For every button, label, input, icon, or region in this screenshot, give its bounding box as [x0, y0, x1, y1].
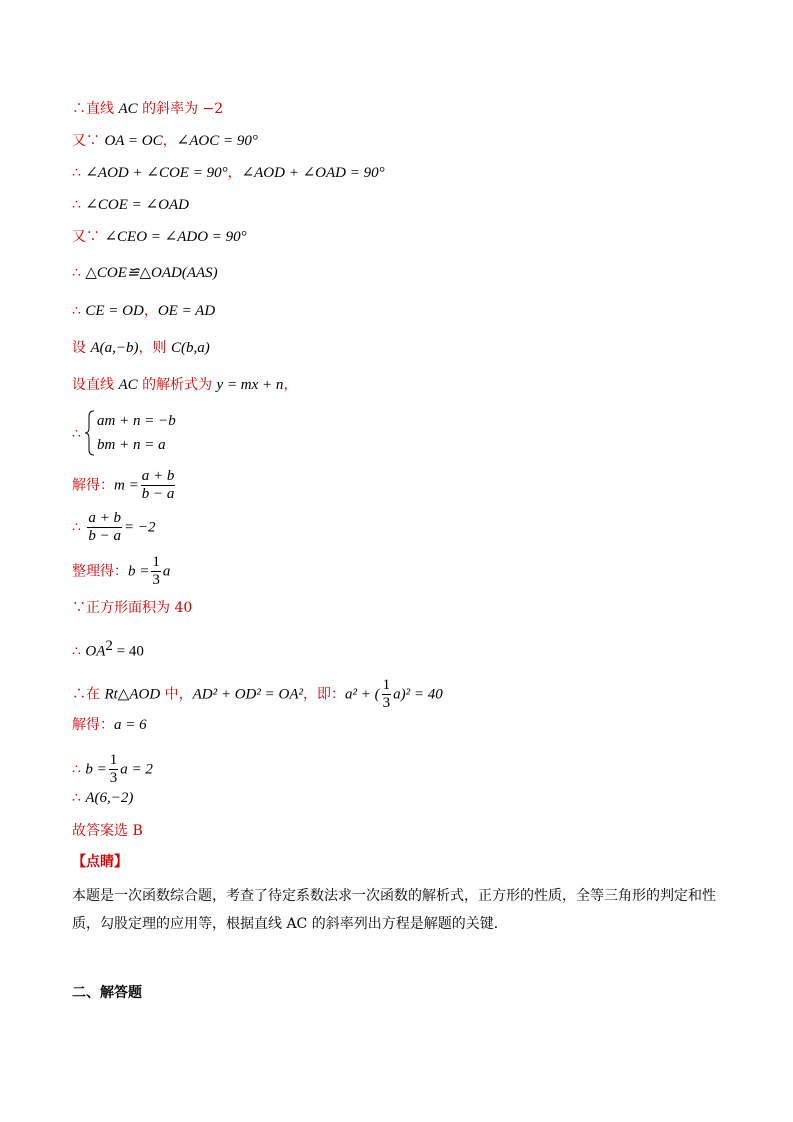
math: ∠COE = ∠OAD	[85, 197, 189, 213]
fraction	[382, 677, 392, 712]
math: b =	[128, 563, 150, 580]
system-row-1: am + n = −b	[97, 413, 176, 429]
commentary-heading: 【点睛】	[72, 854, 128, 870]
line-area: ∵正方形面积为 40	[72, 600, 193, 616]
math: a = 6	[114, 717, 147, 733]
math: △COE≌△OAD(AAS)	[85, 265, 218, 281]
text: ，则	[138, 340, 171, 356]
text: ，	[162, 133, 177, 149]
text: ∴	[72, 303, 86, 319]
line-fraction-equals	[72, 510, 155, 545]
numerator: a + b	[141, 468, 175, 484]
math: ∠AOD + ∠COE = 90°	[85, 165, 228, 181]
numerator: 1	[109, 752, 118, 768]
line-ce-od	[72, 302, 215, 320]
answer-line: 故答案选 B	[72, 823, 143, 839]
text: ∴	[72, 165, 86, 181]
text: ∴	[72, 761, 86, 778]
line-set-line	[72, 376, 297, 394]
text: 设直线	[72, 377, 119, 393]
math: Rt△AOD	[104, 686, 161, 703]
text: ∴	[72, 643, 86, 660]
text: ，	[143, 303, 158, 319]
math: a)² = 40	[393, 686, 443, 703]
text: 的解析式为	[137, 377, 217, 393]
math: ∠AOC = 90°	[176, 133, 258, 149]
math: ∠AOD + ∠OAD = 90°	[241, 165, 385, 181]
line-pythagoras	[72, 677, 443, 712]
math: C(b,a)	[170, 340, 210, 356]
denominator: 3	[382, 695, 391, 711]
line-oa-squared	[72, 637, 144, 661]
numerator: a + b	[88, 510, 121, 526]
text: 中，	[160, 686, 193, 703]
line-angle-sums	[72, 164, 385, 182]
line-b-value	[72, 752, 153, 787]
math: b =	[85, 761, 107, 778]
line-solve-a	[72, 716, 147, 734]
text: 整理得：	[72, 563, 128, 580]
text: 的斜率为 −2	[137, 101, 224, 117]
section-heading: 二、解答题	[72, 985, 142, 1001]
text: 解得：	[72, 477, 114, 494]
math: A(6,−2)	[85, 790, 134, 806]
text: ∴直线	[72, 101, 119, 117]
math: OE = AD	[157, 303, 216, 319]
denominator: b − a	[88, 528, 121, 544]
math: OA	[85, 643, 106, 660]
text: 又∵	[72, 229, 105, 245]
math: AC	[118, 101, 138, 117]
math: CE = OD	[85, 303, 144, 319]
text: ∴	[72, 790, 86, 806]
text: ∴	[72, 426, 81, 442]
fraction	[109, 752, 119, 787]
text: ，	[283, 377, 298, 393]
line-solve-m	[72, 468, 177, 503]
summary-paragraph: 本题是一次函数综合题，考查了待定系数法求一次函数的解析式，正方形的性质，全等三角形的判定和性质，勾股定理的应用等，根据直线 AC 的斜率列出方程是解题的关键．	[72, 888, 716, 932]
line-set-points	[72, 339, 210, 357]
text: 设	[72, 340, 91, 356]
text: ∴	[72, 265, 86, 281]
math: ∠CEO = ∠ADO = 90°	[104, 229, 247, 245]
math: m =	[114, 477, 139, 494]
text: ∴	[72, 519, 86, 536]
math: AD² + OD² = OA²	[192, 686, 303, 703]
math: y = mx + n	[216, 377, 284, 393]
math: a = 2	[120, 761, 153, 778]
system-prefix	[72, 425, 81, 443]
math: a² + (	[345, 686, 380, 703]
denominator: b − a	[141, 486, 175, 502]
text: ，即：	[303, 686, 345, 703]
text: 又∵	[72, 133, 105, 149]
line-point-a	[72, 789, 133, 807]
denominator: 3	[152, 572, 160, 588]
numerator: 1	[382, 677, 391, 693]
exponent: 2	[105, 638, 113, 654]
line-arrange	[72, 554, 170, 589]
text: ∴	[72, 197, 86, 213]
numerator: 1	[152, 554, 160, 570]
math: a	[162, 563, 171, 580]
math: OA = OC	[104, 133, 163, 149]
line-oa-oc	[72, 132, 258, 150]
line-congruent	[72, 264, 218, 282]
text: ，	[227, 165, 242, 181]
math: A(a,−b)	[90, 340, 139, 356]
line-angle-equal	[72, 196, 189, 214]
fraction	[87, 510, 122, 545]
line-slope	[72, 100, 223, 118]
text: ∴在	[72, 686, 105, 703]
text: 解得：	[72, 717, 114, 733]
fraction	[151, 554, 161, 589]
left-brace-icon	[84, 410, 96, 456]
fraction	[141, 468, 176, 503]
math: = 40	[116, 643, 144, 660]
system-row-2: bm + n = a	[97, 437, 166, 453]
math: = −2	[123, 519, 156, 536]
math: AC	[118, 377, 138, 393]
line-right-angles	[72, 228, 247, 246]
denominator: 3	[109, 770, 118, 786]
